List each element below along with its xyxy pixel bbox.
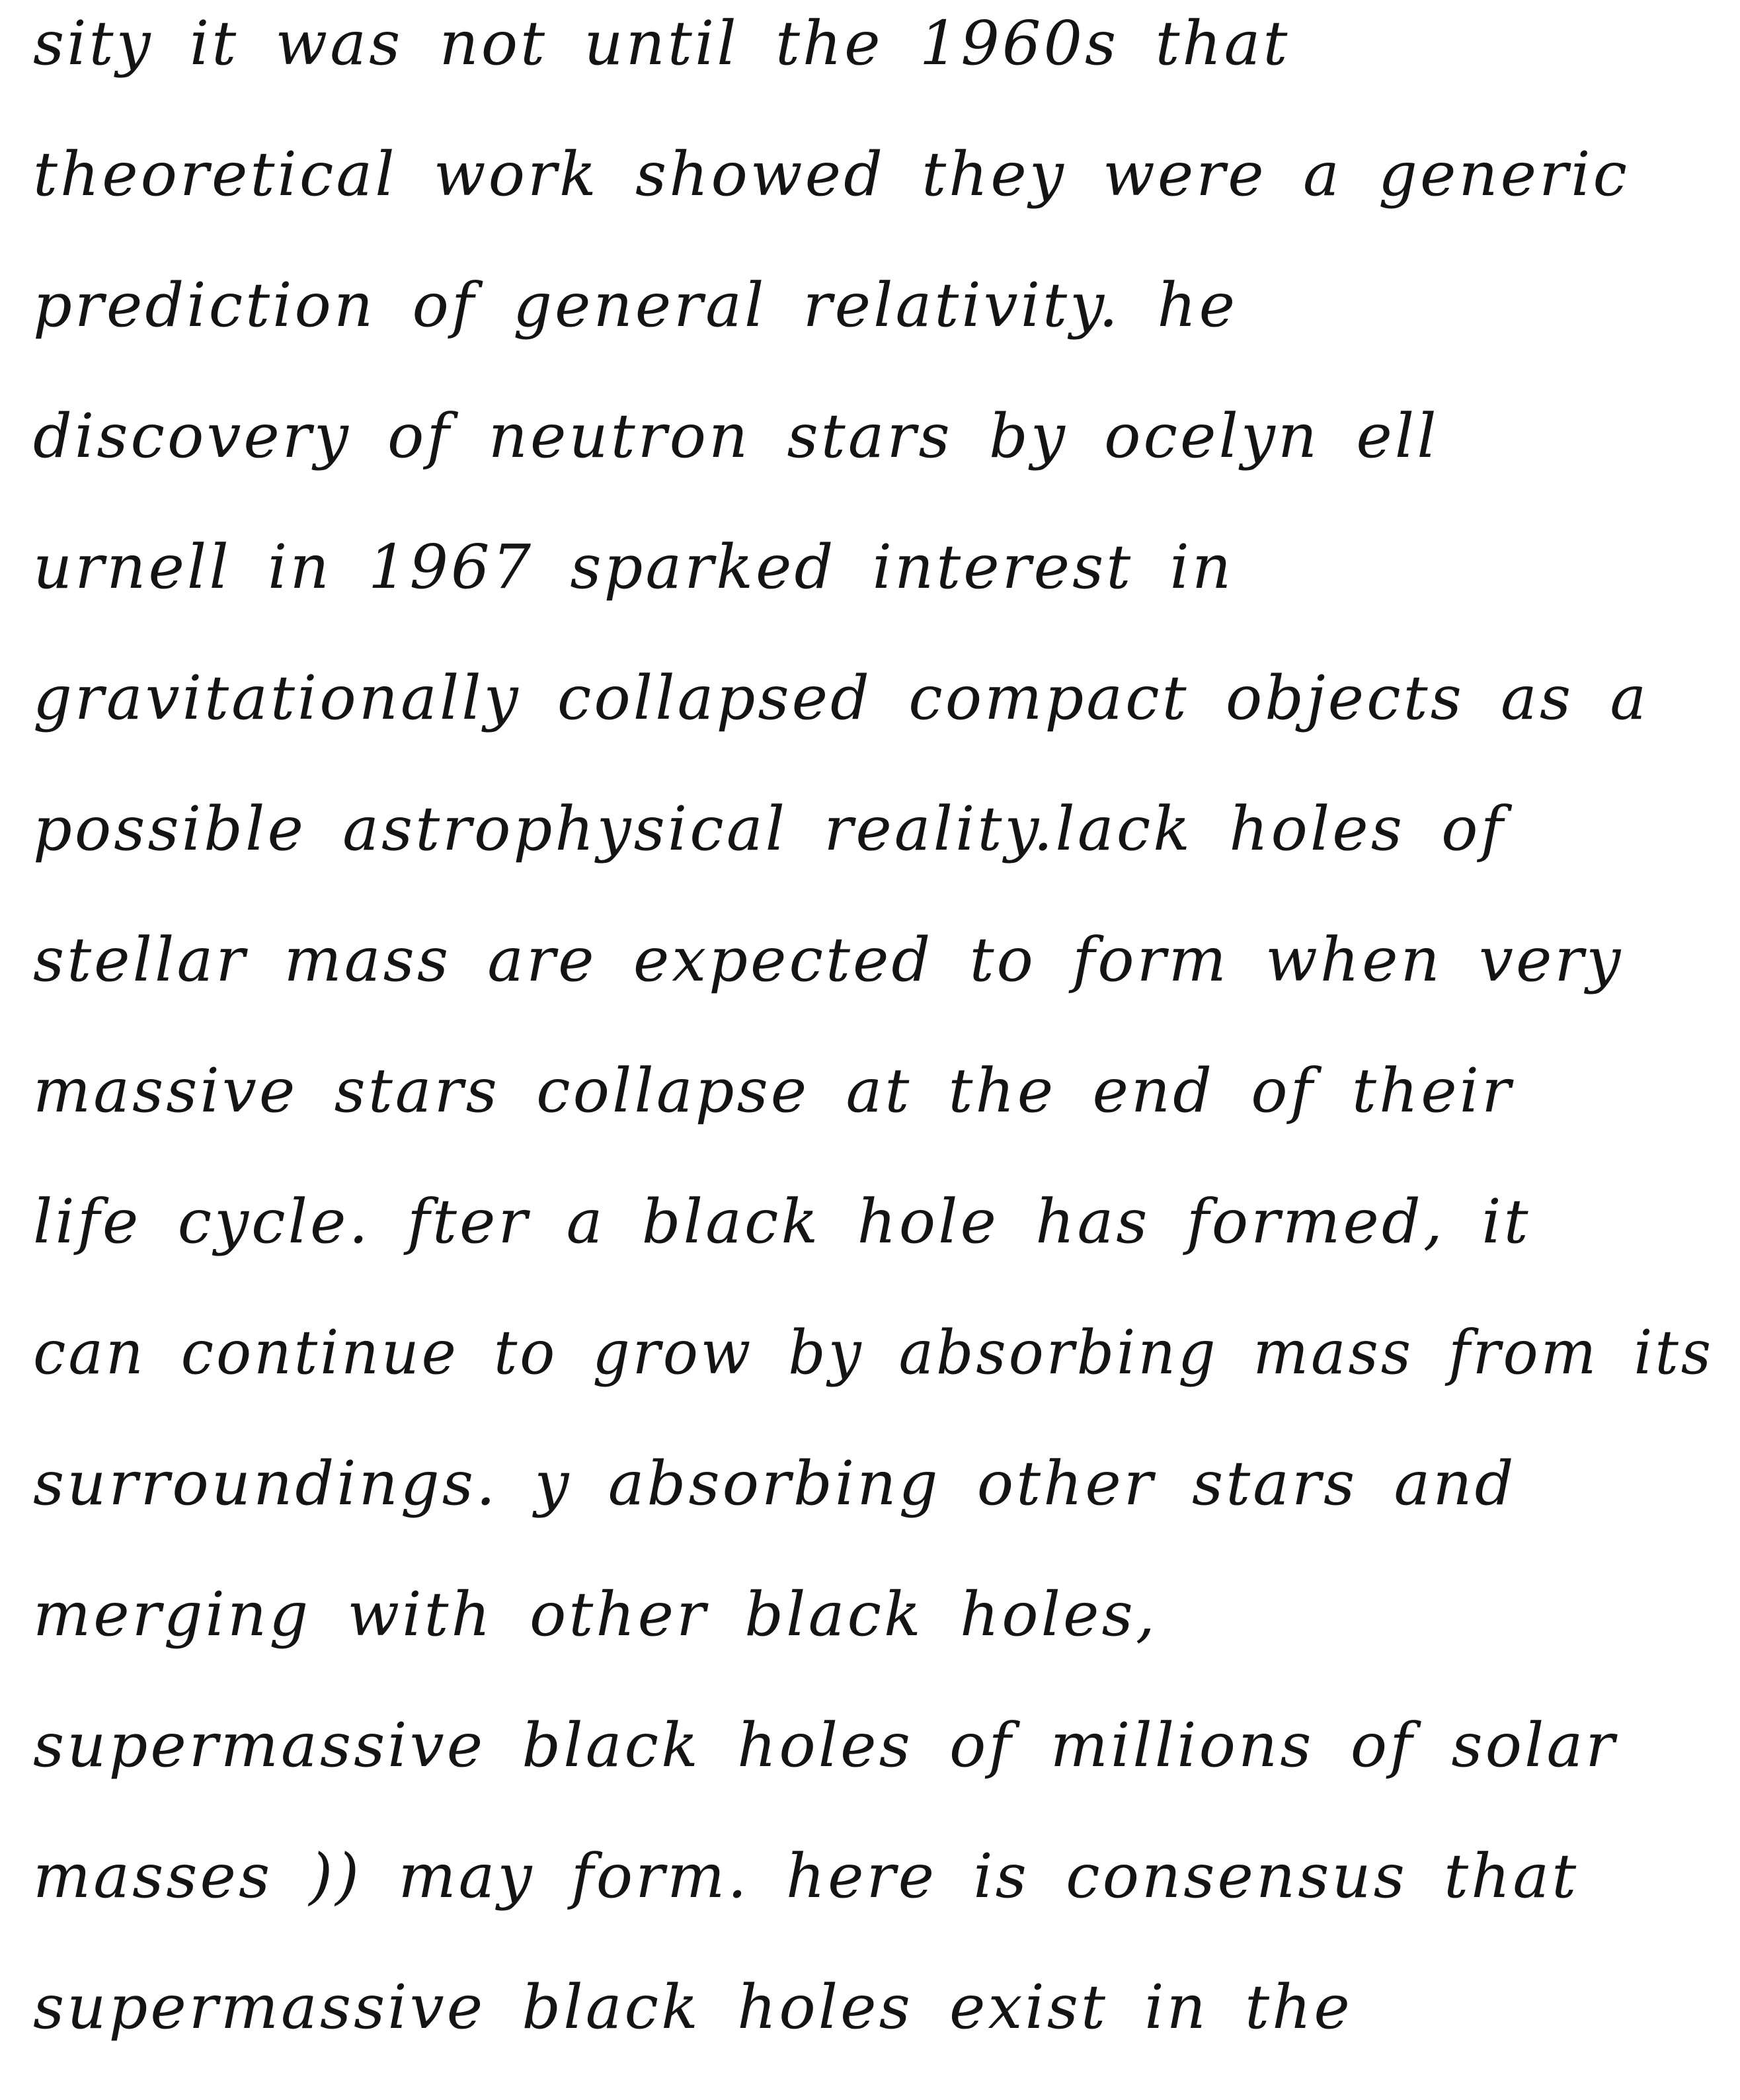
text-line-4: discovery of neutron stars by ocelyn ell [33, 401, 1439, 471]
text-line-14: supermassive black holes of millions of solar [33, 1710, 1618, 1781]
text-line-3: prediction of general relativity. he [33, 270, 1238, 341]
text-line-6: gravitationally collapsed compact objects as a [33, 663, 1649, 733]
text-line-8: stellar mass are expected to form when very [33, 924, 1624, 995]
text-line-16: supermassive black holes exist in the [33, 1972, 1353, 2042]
text-line-9: massive stars collapse at the end of their [33, 1055, 1514, 1126]
text-line-15: masses )) may form. here is consensus that [33, 1841, 1579, 1912]
text-line-13: merging with other black holes, [33, 1579, 1158, 1650]
text-line-10: life cycle. fter a black hole has formed, it [33, 1186, 1531, 1257]
text-line-1: sity it was not until the 1960s that [33, 8, 1290, 79]
text-line-12: surroundings. y absorbing other stars and [33, 1448, 1517, 1519]
text-line-7: possible astrophysical reality.lack holes of [33, 793, 1506, 864]
text-line-2: theoretical work showed they were a generic [33, 139, 1630, 210]
text-line-11: can continue to grow by absorbing mass from its [33, 1317, 1714, 1388]
text-line-5: urnell in 1967 sparked interest in [33, 532, 1234, 602]
